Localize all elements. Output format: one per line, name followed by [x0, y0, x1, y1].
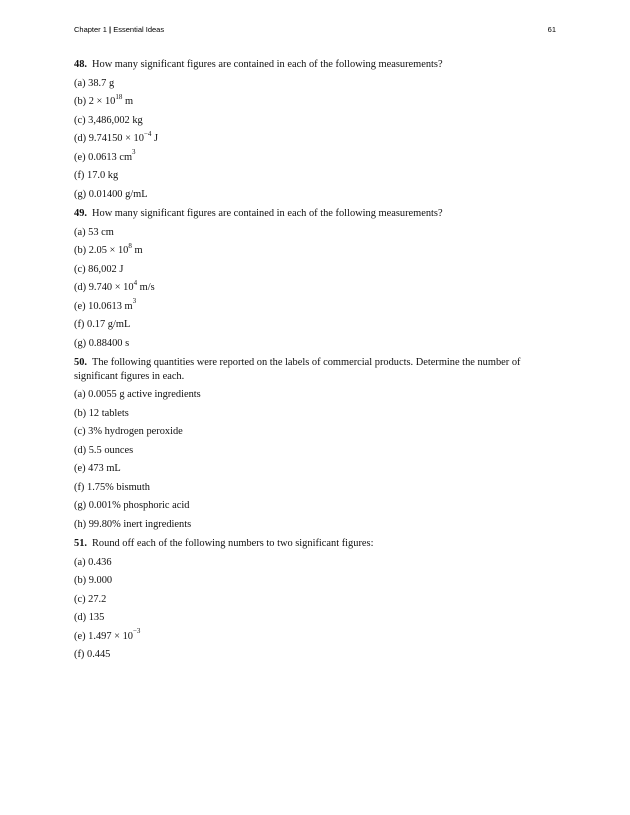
answer-item: [74, 460, 544, 479]
answer-item: [74, 497, 544, 516]
item-label: (a): [74, 556, 86, 568]
item-label: (e): [74, 463, 86, 474]
answer-item: [74, 112, 544, 131]
section-title: Essential Ideas: [113, 25, 165, 34]
item-label: (c): [74, 426, 86, 437]
item-value: 12 tablets: [88, 407, 129, 419]
item-value: 135: [88, 612, 105, 623]
item-label: (e): [74, 300, 86, 312]
item-value: 86,002 J: [88, 263, 124, 275]
question-number: 48.: [74, 59, 87, 70]
question-text: How many significant figures are contained in each of the following measurements?: [92, 59, 443, 70]
item-label: (d): [74, 444, 87, 456]
item-value: 99.80% inert ingredients: [88, 518, 192, 530]
question-number: 51.: [74, 538, 87, 549]
item-label: (c): [74, 114, 86, 126]
item-label: (a): [74, 226, 86, 238]
item-value: 53 cm: [88, 226, 114, 238]
item-exponent: 18: [115, 92, 123, 101]
item-value: 10.0613 m: [88, 300, 133, 312]
question-48: [74, 58, 544, 72]
item-label: (g): [74, 500, 87, 511]
answer-item: [74, 479, 544, 498]
answer-item: [74, 442, 544, 461]
answer-item: [74, 298, 544, 317]
item-value: 9.74150 × 10: [88, 133, 144, 144]
item-unit: m: [122, 96, 134, 107]
question-49: [74, 207, 544, 221]
item-label: (g): [74, 188, 87, 200]
exercise-list: [74, 58, 544, 665]
answer-item: [74, 130, 544, 149]
item-exponent: −4: [143, 129, 152, 138]
item-label: (b): [74, 96, 87, 107]
answer-item: [74, 423, 544, 442]
answer-item: [74, 386, 544, 405]
item-value: 27.2: [88, 593, 107, 605]
item-value: 9.740 × 10: [88, 282, 134, 293]
answer-item: [74, 75, 544, 94]
answer-item: [74, 149, 544, 168]
item-exponent: 8: [128, 241, 132, 250]
answer-item: [74, 279, 544, 298]
item-label: (d): [74, 612, 87, 623]
item-value: 0.17 g/mL: [87, 319, 131, 330]
answer-item: [74, 335, 544, 354]
item-value: 3,486,002 kg: [88, 114, 143, 126]
item-label: (b): [74, 407, 87, 419]
item-value: 0.01400 g/mL: [88, 188, 148, 200]
item-label: (g): [74, 337, 87, 349]
item-label: (h): [74, 518, 87, 530]
item-label: (e): [74, 630, 86, 642]
answer-item: [74, 242, 544, 261]
item-value: 2.05 × 10: [88, 245, 129, 256]
answer-item: [74, 261, 544, 280]
answer-item: [74, 316, 544, 335]
item-label: (d): [74, 133, 87, 144]
item-exponent: 3: [132, 297, 137, 306]
item-label: (e): [74, 151, 86, 163]
question-text: The following quantities were reported on the labels of commercial products. Determine the number of significant figures in each.: [74, 357, 521, 382]
question-50: [74, 356, 544, 383]
item-unit: m/s: [137, 282, 155, 293]
answer-item: [74, 609, 544, 628]
item-label: (d): [74, 282, 87, 293]
item-value: 0.0055 g active ingredients: [88, 389, 201, 400]
item-exponent: −3: [132, 627, 141, 636]
item-value: 38.7 g: [88, 77, 115, 89]
answer-item: [74, 646, 544, 665]
answer-item: [74, 572, 544, 591]
answer-item: [74, 93, 544, 112]
item-label: (f): [74, 481, 85, 493]
header-separator: |: [109, 25, 112, 34]
item-value: 2 × 10: [88, 96, 116, 107]
item-value: 1.75% bismuth: [87, 481, 150, 493]
answer-item: [74, 405, 544, 424]
chapter-label: Chapter 1: [74, 25, 107, 34]
item-value: 0.001% phosphoric acid: [88, 500, 190, 511]
item-value: 9.000: [88, 575, 113, 586]
item-label: (c): [74, 263, 86, 275]
item-value: 5.5 ounces: [88, 444, 134, 456]
item-value: 17.0 kg: [87, 170, 119, 181]
answer-item: [74, 554, 544, 573]
answer-item: [74, 186, 544, 205]
item-value: 1.497 × 10: [88, 630, 133, 642]
item-label: (b): [74, 575, 87, 586]
item-value: 0.88400 s: [88, 337, 130, 349]
item-label: (c): [74, 593, 86, 605]
question-text: Round off each of the following numbers to two significant figures:: [92, 538, 374, 549]
question-text: How many significant figures are contained in each of the following measurements?: [92, 208, 443, 219]
item-value: 0.436: [88, 556, 112, 568]
item-value: 0.0613 cm: [88, 151, 133, 163]
item-label: (a): [74, 389, 86, 400]
item-label: (f): [74, 649, 85, 660]
answer-item: [74, 591, 544, 610]
question-number: 50.: [74, 357, 87, 368]
answer-item: [74, 224, 544, 243]
item-exponent: 3: [132, 148, 136, 157]
page-header: [74, 24, 556, 36]
item-unit: m: [131, 245, 143, 256]
item-label: (f): [74, 170, 85, 181]
item-label: (a): [74, 77, 86, 89]
item-value: 3% hydrogen peroxide: [88, 426, 183, 437]
item-value: 473 mL: [88, 463, 121, 474]
item-unit: J: [151, 133, 159, 144]
answer-item: [74, 167, 544, 186]
question-number: 49.: [74, 208, 87, 219]
chapter-heading: [74, 24, 164, 36]
answer-item: [74, 516, 544, 535]
item-exponent: 4: [133, 278, 138, 287]
question-51: [74, 537, 544, 551]
answer-item: [74, 628, 544, 647]
item-label: (f): [74, 319, 85, 330]
item-label: (b): [74, 245, 87, 256]
page-number: 61: [547, 25, 556, 34]
item-value: 0.445: [87, 649, 111, 660]
